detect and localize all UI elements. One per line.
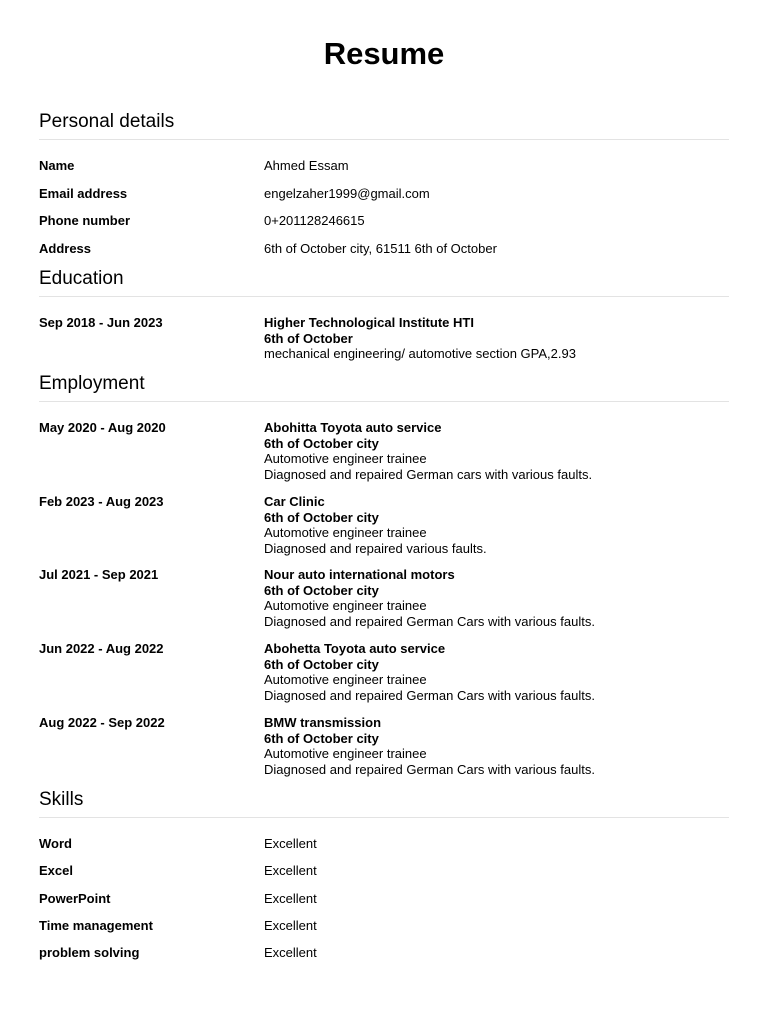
skill-label: Word (39, 836, 72, 851)
employment-company: Car Clinic (264, 494, 325, 509)
skill-level: Excellent (264, 918, 317, 933)
employment-dates: Aug 2022 - Sep 2022 (39, 715, 165, 730)
personal-value-address: 6th of October city, 61511 6th of October (264, 241, 497, 256)
employment-description: Diagnosed and repaired German cars with various faults. (264, 466, 593, 482)
employment-role: Automotive engineer trainee (264, 525, 427, 540)
employment-dates: May 2020 - Aug 2020 (39, 420, 166, 435)
section-education-heading: Education (39, 267, 729, 297)
employment-description: Diagnosed and repaired various faults. (264, 540, 487, 556)
employment-description: Diagnosed and repaired German Cars with various faults. (264, 613, 595, 629)
employment-entry (264, 641, 734, 703)
employment-role: Automotive engineer trainee (264, 746, 427, 761)
employment-description: Diagnosed and repaired German Cars with various faults. (264, 687, 595, 703)
section-skills-heading: Skills (39, 788, 729, 818)
education-location: 6th of October (264, 330, 353, 346)
employment-description: Diagnosed and repaired German Cars with various faults. (264, 761, 595, 777)
page-title: Resume (323, 36, 445, 71)
employment-role: Automotive engineer trainee (264, 598, 427, 613)
skill-label: Time management (39, 918, 153, 933)
personal-label-email: Email address (39, 186, 128, 201)
employment-entry (264, 567, 734, 629)
education-institution: Higher Technological Institute HTI (264, 315, 474, 330)
employment-entry (264, 420, 734, 482)
skill-level: Excellent (264, 836, 317, 851)
employment-location: 6th of October city (264, 730, 379, 746)
education-entry (264, 315, 734, 362)
employment-location: 6th of October city (264, 582, 379, 598)
personal-value-phone: 0+201128246615 (264, 213, 365, 228)
skill-level: Excellent (264, 891, 317, 906)
section-personal-heading: Personal details (39, 110, 729, 140)
personal-value-email: engelzaher1999@gmail.com (264, 186, 430, 201)
personal-value-name: Ahmed Essam (264, 158, 349, 173)
personal-label-address: Address (39, 241, 92, 256)
employment-entry (264, 494, 734, 556)
employment-location: 6th of October city (264, 656, 379, 672)
personal-label-phone: Phone number (39, 213, 131, 228)
employment-dates: Jun 2022 - Aug 2022 (39, 641, 164, 656)
skill-label: problem solving (39, 945, 140, 960)
employment-dates: Jul 2021 - Sep 2021 (39, 567, 159, 582)
employment-company: BMW transmission (264, 715, 382, 730)
education-dates: Sep 2018 - Jun 2023 (39, 315, 163, 330)
employment-company: Abohetta Toyota auto service (264, 641, 446, 656)
employment-role: Automotive engineer trainee (264, 672, 427, 687)
employment-company: Abohitta Toyota auto service (264, 420, 442, 435)
employment-dates: Feb 2023 - Aug 2023 (39, 494, 164, 509)
skill-label: Excel (39, 863, 73, 878)
skill-level: Excellent (264, 945, 317, 960)
employment-entry (264, 715, 734, 777)
skill-label: PowerPoint (39, 891, 111, 906)
personal-label-name: Name (39, 158, 75, 173)
employment-location: 6th of October city (264, 509, 379, 525)
skill-level: Excellent (264, 863, 317, 878)
employment-company: Nour auto international motors (264, 567, 455, 582)
employment-location: 6th of October city (264, 435, 379, 451)
education-details: mechanical engineering/ automotive section GPA,2.93 (264, 346, 576, 361)
section-employment-heading: Employment (39, 372, 729, 402)
employment-role: Automotive engineer trainee (264, 451, 427, 466)
